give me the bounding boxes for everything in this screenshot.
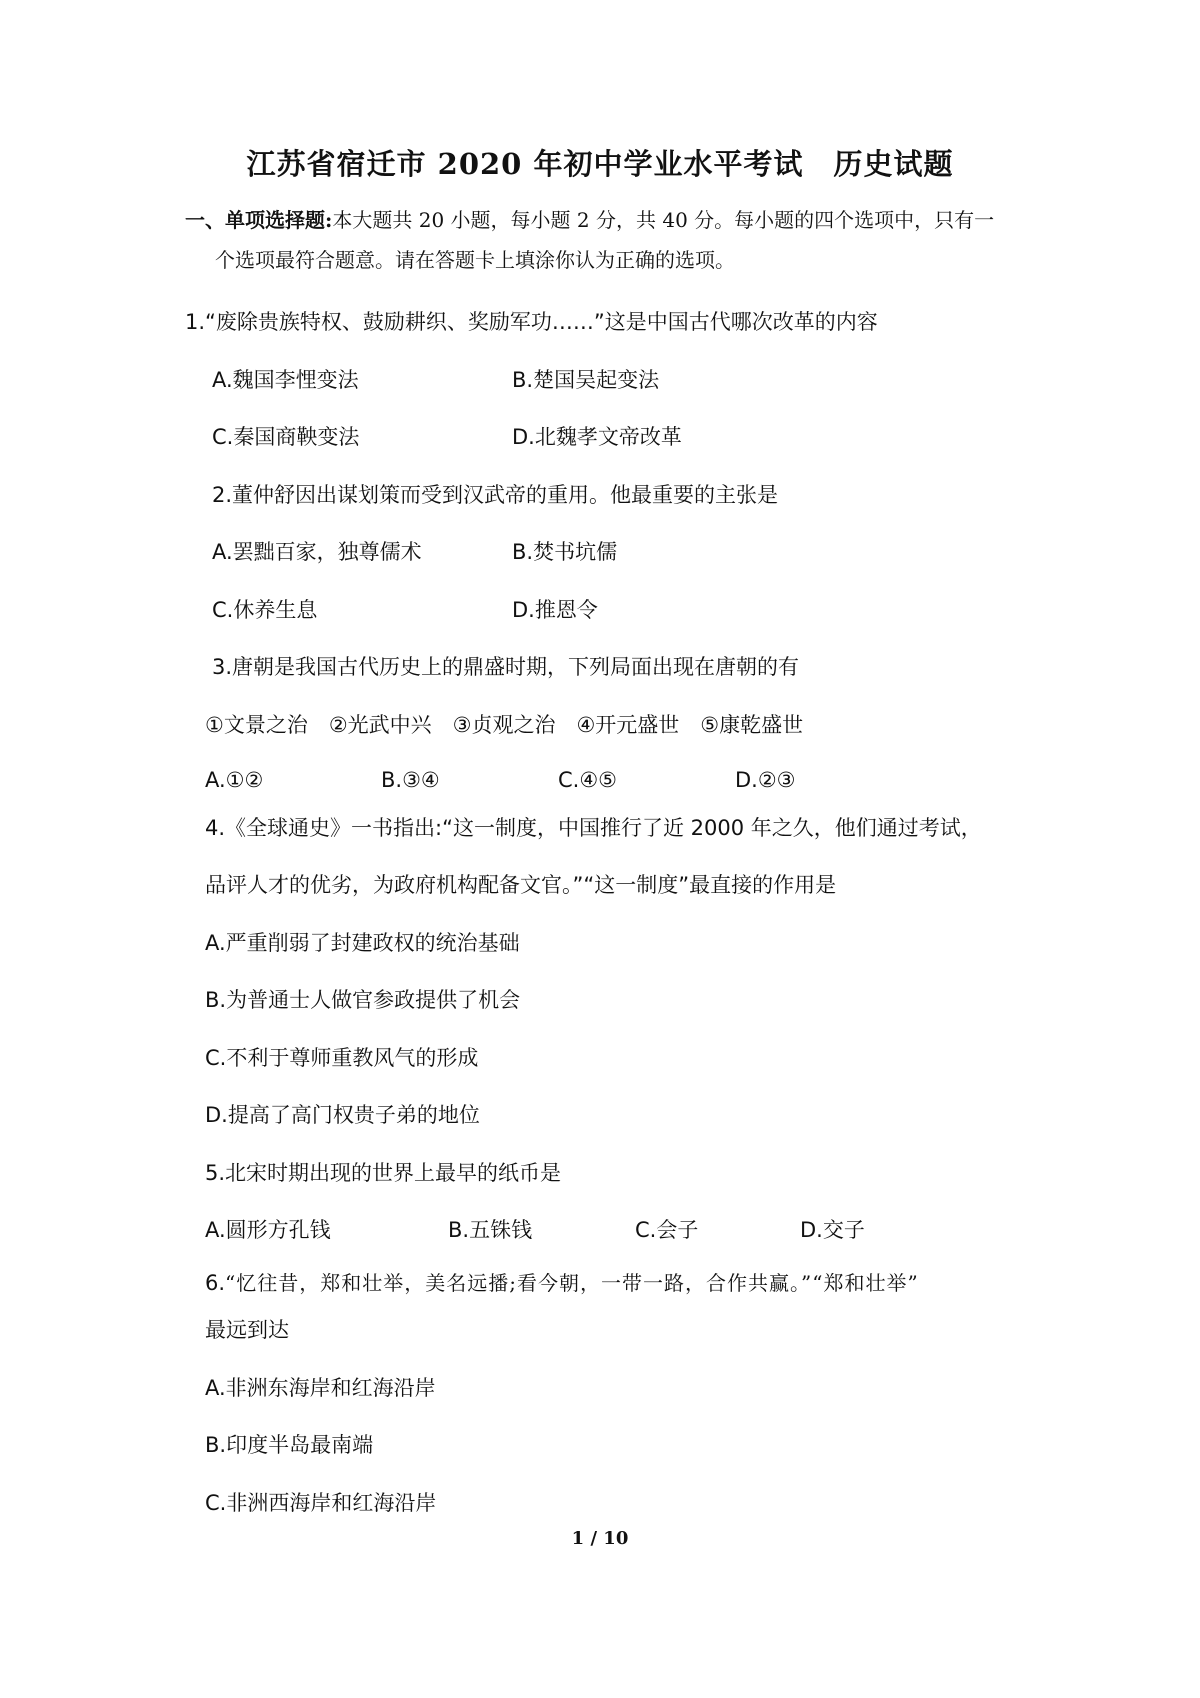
q3-items: ①文景之治 ②光武中兴 ③贞观之治 ④开元盛世 ⑤康乾盛世 [205,713,804,737]
q6-stem-line1 [205,1268,919,1298]
section-text-line1: 本大题共 20 小题，每小题 2 分，共 40 分。每小题的四个选项中，只有一 [332,208,995,232]
q5-option-c: C.会子 [635,1218,699,1242]
q2-option-b: B.焚书坑儒 [512,540,618,564]
section-instructions [185,200,1025,280]
q6-number: 6. [205,1271,226,1295]
q5-option-a: A.圆形方孔钱 [205,1218,331,1242]
q5-option-b: B.五铢钱 [448,1218,533,1242]
q3-option-b: B.③④ [381,768,440,792]
q6-option-a: A.非洲东海岸和红海沿岸 [205,1376,436,1400]
q4-stem-line2: 品评人才的优劣，为政府机构配备文官。”“这一制度”最直接的作用是 [205,873,837,897]
q3-option-d: D.②③ [735,768,796,792]
q1-stem: 1.“废除贵族特权、鼓励耕织、奖励军功……”这是中国古代哪次改革的内容 [185,310,878,334]
q4-option-c: C.不利于尊师重教风气的形成 [205,1046,479,1070]
q3-stem: 3.唐朝是我国古代历史上的鼎盛时期，下列局面出现在唐朝的有 [212,655,800,679]
q3-option-c: C.④⑤ [558,768,617,792]
q4-stem-line1: 4.《全球通史》一书指出:“这一制度，中国推行了近 2000 年之久，他们通过考试， [205,816,982,840]
q6-stem-line2: 最远到达 [205,1318,289,1342]
q1-option-a: A.魏国李悝变法 [212,368,359,392]
q2-stem: 2.董仲舒因出谋划策而受到汉武帝的重用。他最重要的主张是 [212,483,779,507]
q6-option-c: C.非洲西海岸和红海沿岸 [205,1491,437,1515]
page-number: 1 / 10 [571,1528,629,1549]
q4-option-a: A.严重削弱了封建政权的统治基础 [205,931,520,955]
q4-option-b: B.为普通士人做官参政提供了机会 [205,988,521,1012]
q5-option-d: D.交子 [800,1218,865,1242]
section-lead: 一、单项选择题: [185,208,333,232]
q2-option-d: D.推恩令 [512,598,598,622]
q4-option-d: D.提高了高门权贵子弟的地位 [205,1103,480,1127]
q2-option-a: A.罢黜百家，独尊儒术 [212,540,422,564]
section-text-line2: 个选项最符合题意。请在答题卡上填涂你认为正确的选项。 [215,248,735,272]
q5-stem: 5.北宋时期出现的世界上最早的纸币是 [205,1161,562,1185]
q6-quote: “忆往昔，郑和壮举，美名远播;看今朝，一带一路，合作共赢。”“郑和壮举” [225,1271,919,1295]
page-title: 江苏省宿迁市 2020 年初中学业水平考试 历史试题 [246,147,954,181]
q1-option-d: D.北魏孝文帝改革 [512,425,682,449]
q6-option-b: B.印度半岛最南端 [205,1433,374,1457]
q2-option-c: C.休养生息 [212,598,318,622]
q1-option-b: B.楚国吴起变法 [512,368,660,392]
q1-option-c: C.秦国商鞅变法 [212,425,360,449]
q3-option-a: A.①② [205,768,264,792]
